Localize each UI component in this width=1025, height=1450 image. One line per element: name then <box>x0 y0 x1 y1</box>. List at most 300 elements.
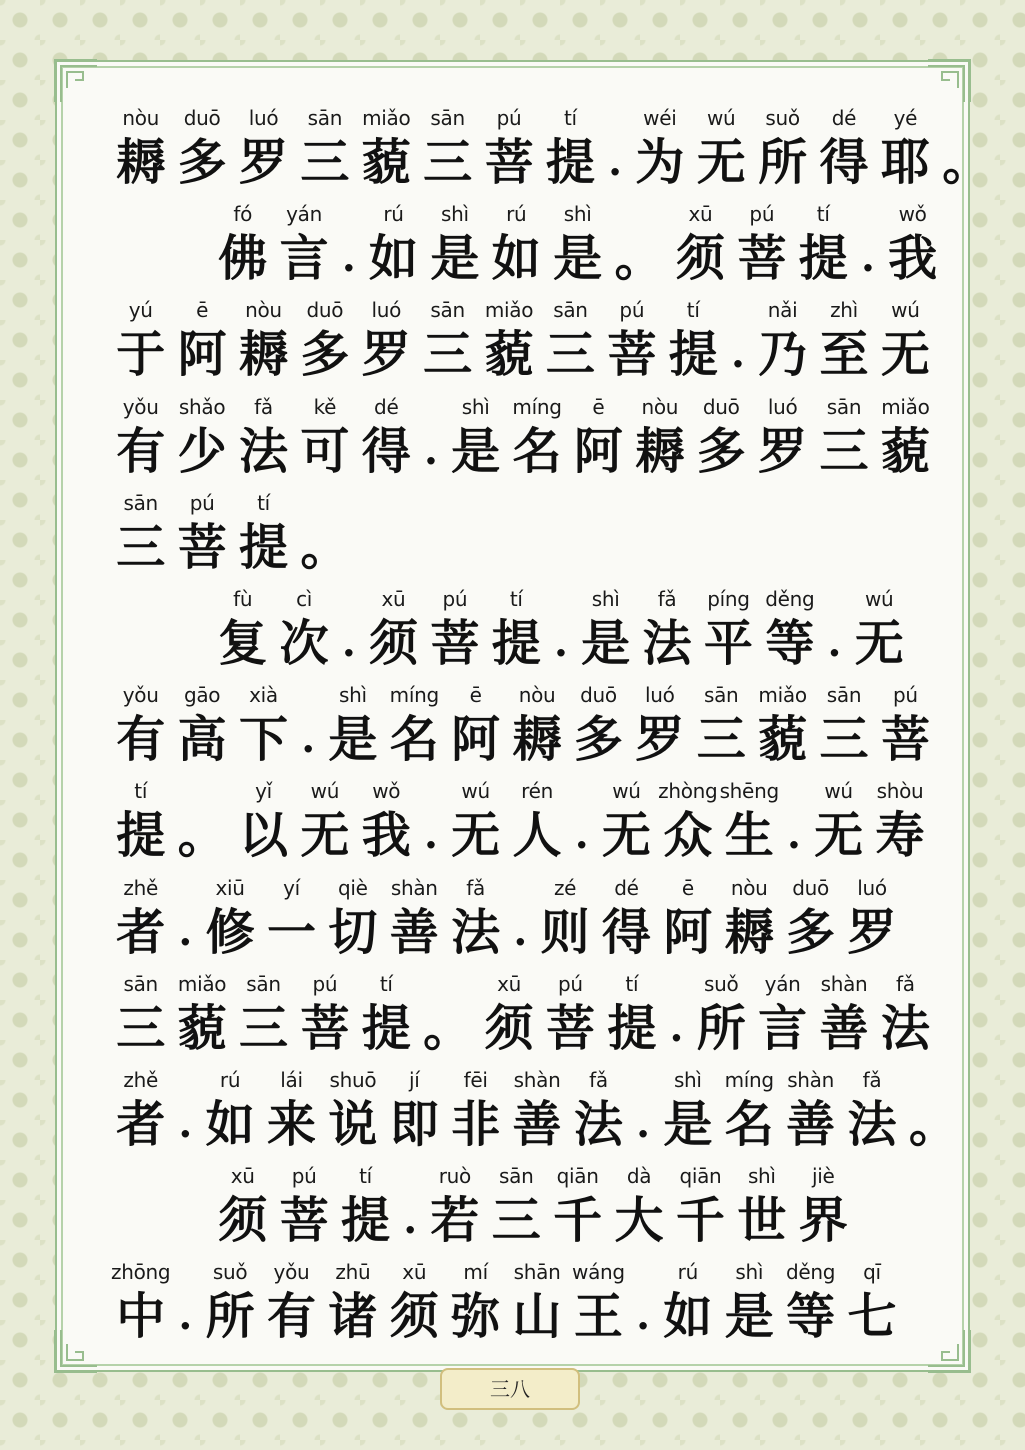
character-unit <box>903 1064 964 1160</box>
hanzi: 高 <box>177 710 227 769</box>
pinyin: zhě <box>123 875 158 900</box>
pinyin: luó <box>767 394 798 419</box>
hanzi: 若 <box>430 1191 480 1250</box>
hanzi: 耶 <box>880 133 930 191</box>
text-line <box>110 391 930 487</box>
character-unit <box>445 1064 506 1160</box>
character-unit <box>110 775 171 871</box>
pinyin: kě <box>313 394 337 419</box>
character-unit <box>813 679 874 775</box>
character-unit <box>424 1160 485 1256</box>
hanzi: 提 <box>545 133 595 191</box>
pinyin: nòu <box>518 683 556 708</box>
character-unit <box>478 968 539 1064</box>
hanzi: 三 <box>423 325 473 384</box>
text-line <box>110 102 992 198</box>
hanzi: 多 <box>696 421 746 480</box>
hanzi: . <box>636 1292 651 1340</box>
pinyin: shān <box>513 1260 561 1285</box>
hanzi: 可 <box>300 421 350 480</box>
hanzi: 耨 <box>724 902 774 961</box>
character-unit <box>261 1256 322 1352</box>
pinyin: dé <box>831 106 857 130</box>
hanzi: 阿 <box>177 325 227 384</box>
character-unit <box>636 583 697 679</box>
pinyin: ē <box>592 394 605 419</box>
character-unit <box>363 583 424 679</box>
text-line <box>110 487 918 583</box>
pinyin: yán <box>286 202 323 227</box>
hanzi: 佛 <box>218 229 268 288</box>
hanzi: 菩 <box>300 998 350 1057</box>
character-unit <box>233 968 294 1064</box>
character-unit <box>212 1160 273 1256</box>
pinyin: wú <box>310 779 340 804</box>
character-unit <box>547 198 608 294</box>
character-unit <box>780 1256 841 1352</box>
punctuation <box>335 583 363 679</box>
pinyin: dà <box>626 1164 652 1189</box>
pinyin: ē <box>469 683 482 708</box>
character-unit <box>629 391 690 487</box>
character-unit <box>356 294 417 390</box>
pinyin: yǒu <box>122 683 159 708</box>
character-unit <box>110 872 171 968</box>
pinyin: zhì <box>830 298 858 323</box>
character-unit <box>813 968 874 1064</box>
hanzi: 名 <box>389 710 439 769</box>
pinyin: shì <box>338 683 367 708</box>
character-unit <box>575 583 636 679</box>
pinyin: tí <box>816 202 830 227</box>
pinyin: jí <box>409 1067 420 1092</box>
punctuation <box>171 1256 199 1352</box>
character-unit <box>670 1160 731 1256</box>
character-unit <box>596 872 657 968</box>
hanzi: 名 <box>512 421 562 480</box>
character-unit <box>424 583 485 679</box>
hanzi: 有 <box>116 421 166 480</box>
hanzi: 是 <box>328 710 378 769</box>
punctuation <box>854 198 882 294</box>
pinyin: tí <box>625 971 639 996</box>
hanzi: 菩 <box>737 229 787 288</box>
pinyin: miǎo <box>362 106 411 130</box>
character-unit <box>233 391 294 487</box>
hanzi: . <box>301 715 316 763</box>
character-unit <box>808 775 869 871</box>
hanzi: 罗 <box>847 902 897 961</box>
pinyin: xū <box>402 1260 427 1285</box>
pinyin: shàn <box>390 875 438 900</box>
character-unit <box>547 1160 608 1256</box>
hanzi: 复 <box>218 613 268 672</box>
hanzi: 藐 <box>361 133 411 191</box>
pinyin: pú <box>496 106 522 130</box>
hanzi: 须 <box>484 998 534 1057</box>
hanzi: 法 <box>451 902 501 961</box>
pinyin: fó <box>233 202 253 227</box>
pinyin: wú <box>891 298 920 323</box>
character-unit <box>731 198 792 294</box>
character-unit <box>294 102 355 198</box>
hanzi: 言 <box>279 229 329 288</box>
hanzi: . <box>423 811 438 859</box>
pinyin: fǎ <box>896 971 915 996</box>
hanzi: 寿 <box>875 806 925 865</box>
hanzi: 等 <box>765 613 815 672</box>
hanzi: 有 <box>116 710 166 769</box>
character-unit <box>384 1064 445 1160</box>
character-unit <box>875 968 936 1064</box>
hanzi: 等 <box>786 1287 836 1346</box>
pinyin: tí <box>509 586 523 611</box>
hanzi: 须 <box>368 613 418 672</box>
pinyin: pú <box>291 1164 317 1189</box>
pinyin: ē <box>196 298 209 323</box>
hanzi: 无 <box>451 806 501 865</box>
character-unit <box>875 294 936 390</box>
hanzi: 法 <box>238 421 288 480</box>
character-unit <box>670 198 731 294</box>
hanzi: 。 <box>942 133 992 191</box>
hanzi: . <box>636 1099 651 1147</box>
text-line <box>110 294 930 390</box>
character-unit <box>719 1256 780 1352</box>
text-line <box>110 1160 918 1256</box>
pinyin: rén <box>521 779 553 804</box>
hanzi: . <box>341 234 356 282</box>
hanzi: 如 <box>663 1287 713 1346</box>
character-unit <box>596 775 657 871</box>
hanzi: . <box>178 1099 193 1147</box>
punctuation <box>547 583 575 679</box>
pinyin: sān <box>246 971 281 996</box>
pinyin: fǎ <box>466 875 485 900</box>
hanzi: 是 <box>430 229 480 288</box>
character-unit <box>356 391 417 487</box>
hanzi: 须 <box>218 1191 268 1250</box>
pinyin: sān <box>703 683 739 708</box>
hanzi: 三 <box>696 710 746 769</box>
character-unit <box>657 872 718 968</box>
hanzi: 为 <box>635 133 685 191</box>
hanzi: 我 <box>361 806 411 865</box>
character-unit <box>813 294 874 390</box>
hanzi: 提 <box>116 806 166 865</box>
pinyin: shēng <box>719 779 779 804</box>
pinyin: xū <box>688 202 713 227</box>
character-unit <box>813 391 874 487</box>
hanzi: 多 <box>300 325 350 384</box>
character-unit <box>445 391 506 487</box>
character-unit <box>608 198 669 294</box>
character-unit <box>793 1160 854 1256</box>
pinyin: pú <box>312 971 338 996</box>
character-unit <box>384 679 445 775</box>
character-unit <box>445 679 506 775</box>
pinyin: fǎ <box>657 586 677 611</box>
character-unit <box>110 968 171 1064</box>
hanzi: 世 <box>737 1191 787 1250</box>
hanzi: 无 <box>880 325 930 384</box>
character-unit <box>273 1160 334 1256</box>
pinyin: zhě <box>123 1067 158 1092</box>
hanzi: 山 <box>512 1287 562 1346</box>
character-unit <box>273 198 334 294</box>
pinyin: yí <box>283 875 300 900</box>
pinyin: shì <box>563 202 592 227</box>
pinyin: suǒ <box>212 1260 248 1285</box>
pinyin: shì <box>461 394 490 419</box>
character-unit <box>110 294 171 390</box>
hanzi: . <box>423 426 438 474</box>
punctuation <box>396 1160 424 1256</box>
pinyin: qiān <box>556 1164 599 1189</box>
hanzi: 耨 <box>116 133 166 191</box>
character-unit <box>780 1064 841 1160</box>
character-unit <box>322 679 383 775</box>
hanzi: . <box>574 811 589 859</box>
character-unit <box>171 487 232 583</box>
character-unit <box>294 487 355 583</box>
character-unit <box>445 775 506 871</box>
character-unit <box>752 968 813 1064</box>
hanzi: 。 <box>300 517 350 576</box>
pinyin: duō <box>580 683 617 708</box>
character-unit <box>506 391 567 487</box>
pinyin: děng <box>786 1260 836 1285</box>
character-unit <box>261 872 322 968</box>
hanzi: 下 <box>238 710 288 769</box>
hanzi: 大 <box>614 1191 664 1250</box>
character-unit <box>199 1064 260 1160</box>
hanzi: 无 <box>696 133 746 191</box>
pinyin: tí <box>359 1164 372 1189</box>
pinyin: zhōng <box>111 1260 171 1285</box>
hanzi: . <box>786 811 801 859</box>
hanzi: 法 <box>880 998 930 1057</box>
pinyin: děng <box>765 586 815 611</box>
pinyin: pú <box>749 202 775 227</box>
hanzi: 提 <box>238 517 288 576</box>
hanzi: . <box>860 234 875 282</box>
hanzi: 三 <box>423 133 473 191</box>
hanzi: 藐 <box>484 325 534 384</box>
character-unit <box>657 1064 718 1160</box>
pinyin: qī <box>863 1260 881 1285</box>
hanzi: 。 <box>177 806 227 865</box>
character-unit <box>663 294 724 390</box>
character-unit <box>540 968 601 1064</box>
pinyin: yé <box>893 106 918 130</box>
hanzi: . <box>669 1003 684 1051</box>
character-unit <box>691 391 752 487</box>
hanzi: 则 <box>540 902 590 961</box>
pinyin: sān <box>553 298 588 323</box>
character-unit <box>875 679 936 775</box>
character-unit <box>171 391 232 487</box>
pinyin: luó <box>248 106 279 130</box>
character-unit <box>335 1160 396 1256</box>
hanzi: 切 <box>328 902 378 961</box>
pinyin: xū <box>381 586 406 611</box>
pinyin: sān <box>826 683 862 708</box>
character-unit <box>568 1256 629 1352</box>
hanzi: 提 <box>798 229 848 288</box>
punctuation <box>780 775 808 871</box>
pinyin: sān <box>123 490 158 515</box>
character-unit <box>731 1160 792 1256</box>
hanzi: 如 <box>205 1094 255 1153</box>
character-unit <box>233 775 294 871</box>
character-unit <box>540 294 601 390</box>
punctuation <box>568 775 596 871</box>
hanzi: 菩 <box>430 613 480 672</box>
hanzi: 王 <box>573 1287 623 1346</box>
pinyin: wéi <box>643 106 677 130</box>
hanzi: 无 <box>300 806 350 865</box>
pinyin: pú <box>619 298 645 323</box>
hanzi: 提 <box>491 613 541 672</box>
character-unit <box>478 294 539 390</box>
pinyin: shì <box>440 202 469 227</box>
pinyin: miǎo <box>881 394 930 419</box>
character-unit <box>294 775 355 871</box>
character-unit <box>759 583 820 679</box>
hanzi: 者 <box>116 1094 166 1153</box>
pinyin: xū <box>497 971 521 996</box>
corner-ornament-bottom-left <box>53 1328 99 1374</box>
hanzi: 人 <box>512 806 562 865</box>
character-unit <box>601 968 662 1064</box>
pinyin: sān <box>430 106 465 130</box>
pinyin: duō <box>702 394 740 419</box>
pinyin: fù <box>233 586 253 611</box>
hanzi: 以 <box>238 806 288 865</box>
punctuation <box>171 1064 199 1160</box>
character-unit <box>445 1256 506 1352</box>
punctuation <box>417 391 445 487</box>
pinyin: yǐ <box>255 779 272 804</box>
hanzi: 罗 <box>635 710 685 769</box>
text-line <box>110 775 925 871</box>
character-unit <box>752 102 813 198</box>
character-unit <box>110 1064 171 1160</box>
hanzi: 菩 <box>279 1191 329 1250</box>
hanzi: 次 <box>279 613 329 672</box>
character-unit <box>568 391 629 487</box>
hanzi: . <box>553 618 568 666</box>
character-unit <box>478 102 539 198</box>
corner-ornament-top-right <box>926 58 972 104</box>
hanzi: 中 <box>116 1287 166 1346</box>
character-unit <box>110 487 171 583</box>
character-unit <box>212 198 273 294</box>
hanzi: 乃 <box>758 325 808 384</box>
hanzi: 所 <box>758 133 808 191</box>
hanzi: 善 <box>389 902 439 961</box>
pinyin: luó <box>857 875 887 900</box>
pinyin: nòu <box>730 875 768 900</box>
character-unit <box>601 294 662 390</box>
character-unit <box>719 1064 780 1160</box>
character-unit <box>171 102 232 198</box>
pinyin: shì <box>591 586 620 611</box>
character-unit <box>568 1064 629 1160</box>
hanzi: 诸 <box>328 1287 378 1346</box>
pinyin: xiū <box>215 875 245 900</box>
hanzi: 非 <box>451 1094 501 1153</box>
pinyin: qiè <box>338 875 368 900</box>
pinyin: rú <box>506 202 527 227</box>
pinyin: zhòng <box>658 779 718 804</box>
pinyin: fǎ <box>862 1067 882 1092</box>
pinyin: suǒ <box>765 106 800 130</box>
pinyin: sān <box>123 971 158 996</box>
character-unit <box>356 102 417 198</box>
punctuation <box>506 872 534 968</box>
hanzi: 七 <box>847 1287 897 1346</box>
character-unit <box>869 775 930 871</box>
hanzi: 善 <box>786 1094 836 1153</box>
hanzi: 是 <box>451 421 501 480</box>
hanzi: 须 <box>389 1287 439 1346</box>
hanzi: 无 <box>814 806 864 865</box>
hanzi: . <box>827 618 842 666</box>
hanzi: 多 <box>177 133 227 191</box>
hanzi: 所 <box>205 1287 255 1346</box>
pinyin: zé <box>553 875 577 900</box>
pinyin: yǒu <box>273 1260 310 1285</box>
pinyin: tí <box>564 106 577 130</box>
character-unit <box>273 583 334 679</box>
hanzi: 菩 <box>880 710 930 769</box>
character-unit <box>698 583 759 679</box>
corner-ornament-bottom-right <box>926 1328 972 1374</box>
hanzi: 众 <box>663 806 713 865</box>
hanzi: 三 <box>819 421 869 480</box>
character-unit <box>171 679 232 775</box>
pinyin: sān <box>430 298 465 323</box>
character-unit <box>841 872 902 968</box>
pinyin: wǒ <box>372 779 401 804</box>
text-line <box>110 679 930 775</box>
character-unit <box>171 294 232 390</box>
character-unit <box>752 294 813 390</box>
punctuation <box>629 1256 657 1352</box>
hanzi: 耨 <box>238 325 288 384</box>
punctuation <box>663 968 691 1064</box>
hanzi: 如 <box>491 229 541 288</box>
pinyin: nǎi <box>767 298 798 323</box>
hanzi: 于 <box>116 325 166 384</box>
hanzi: 如 <box>368 229 418 288</box>
hanzi: 所 <box>696 998 746 1057</box>
hanzi: 法 <box>642 613 692 672</box>
character-unit <box>875 391 936 487</box>
hanzi: 多 <box>786 902 836 961</box>
hanzi: 须 <box>675 229 725 288</box>
pinyin: sān <box>307 106 343 130</box>
character-unit <box>110 391 171 487</box>
character-unit <box>294 968 355 1064</box>
character-unit <box>486 198 547 294</box>
hanzi: 善 <box>512 1094 562 1153</box>
character-unit <box>322 1064 383 1160</box>
character-unit <box>506 775 567 871</box>
hanzi: 是 <box>663 1094 713 1153</box>
